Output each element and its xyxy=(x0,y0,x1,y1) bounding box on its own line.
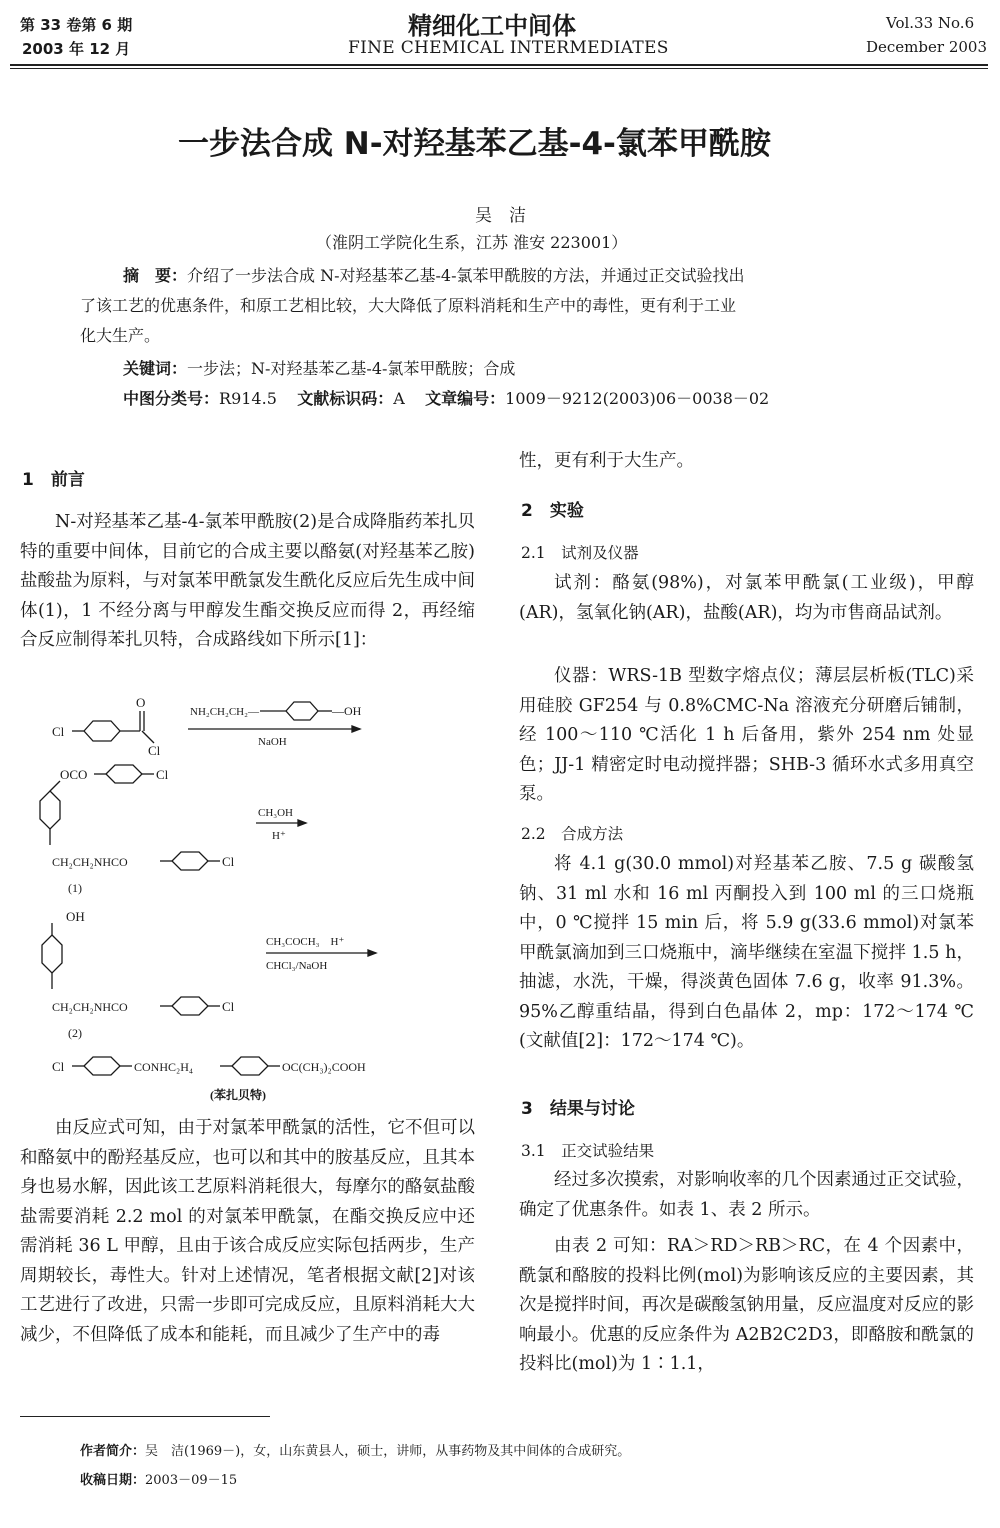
orthogonal-paragraph-1 xyxy=(519,1166,974,1225)
section-1-heading: 1 前言 xyxy=(22,470,85,490)
clc-value: R914.5 xyxy=(219,389,277,408)
footnote-date-label: 收稿日期： xyxy=(80,1473,146,1488)
keywords xyxy=(123,356,515,379)
orthogonal-paragraph-2 xyxy=(519,1232,974,1380)
orthogonal-text-1: 经过多次摸索，对影响收率的几个因素通过正交试验，确定了优惠条件。如表 1、表 2 所示。 xyxy=(519,1170,974,1220)
scheme-cl-1: Cl xyxy=(52,724,65,739)
clc-label: 中图分类号： xyxy=(123,389,220,408)
scheme-cond-naoh: NaOH xyxy=(258,736,287,748)
scheme-cond-methanol: CH₃OH xyxy=(258,807,294,819)
section-2-2-heading: 2.2 合成方法 xyxy=(521,825,624,843)
article-number-value: 1009－9212(2003)06－0038－02 xyxy=(505,389,770,408)
scheme-reagent-amine: NH₂CH₂CH₂— xyxy=(190,706,259,718)
reaction-scheme xyxy=(20,695,480,1115)
scheme-cl-4: Cl xyxy=(222,999,235,1014)
orthogonal-text-2: 由表 2 可知：RA＞RD＞RB＞RC，在 4 个因素中，酰氯和酪胺的投料比例(mol)为影响该反应的主要因素，其次是搅拌时间，再次是碳酸氢钠用量，反应温度对反应的影响最小。优惠的反应条件为 A2B2C2D3，即酪胺和酰氯的投料比(mol)为 1∶1.1， xyxy=(519,1236,974,1374)
section-2-heading: 2 实验 xyxy=(521,501,584,521)
section-3-heading: 3 结果与讨论 xyxy=(521,1099,635,1119)
scheme-cl-5: Cl xyxy=(52,1059,65,1074)
footnote-rule xyxy=(20,1416,270,1417)
classification-line xyxy=(123,386,769,409)
doc-code-label: 文献标识码： xyxy=(297,389,394,408)
intro-text: N-对羟基苯乙基-4-氯苯甲酰胺(2)是合成降脂药苯扎贝特的重要中间体，目前它的合成主要以酪氨(对羟基苯乙胺)盐酸盐为原料，与对氯苯甲酰氯发生酰化反应后先生成中间体(1)，1 不经分离与甲醇发生酯交换反应而得 2，再经缩合反应制得苯扎贝特，合成路线如下所示[1]： xyxy=(20,512,475,650)
scheme-cond-chcl3: CHCl₃/NaOH xyxy=(266,960,328,972)
abstract-line-2: 了该工艺的优惠条件，和原工艺相比较，大大降低了原料消耗和生产中的毒性，更有利于工业 xyxy=(80,296,737,315)
discussion-text: 由反应式可知，由于对氯苯甲酰氯的活性，它不但可以和酪氨中的酚羟基反应，也可以和其中的胺基反应，且其本身也易水解，因此该工艺原料消耗很大，每摩尔的酪氨盐酸盐需要消耗 2.2 mol 的对氯苯甲酰氯，在酯交换反应中还需消耗 36 L 甲醇，且由于该合成反应实际包括两步，生产周期较长，毒性大。针对上述情况，笔者根据文献[2]对该工艺进行了改进，只需一步即可完成反应，且原料消耗大大减少，不但降低了成本和能耗，而且减少了生产中的毒 xyxy=(20,1118,475,1345)
reagents-text: 试剂：酪氨(98%)，对氯苯甲酰氯(工业级)，甲醇(AR)，氢氧化钠(AR)，盐酸(AR)，均为市售商品试剂。 xyxy=(519,573,974,623)
discussion-paragraph xyxy=(20,1114,475,1350)
footnote-author-label: 作者简介： xyxy=(80,1444,146,1459)
article-title: 一步法合成 N-对羟基苯乙基-4-氯苯甲酰胺 xyxy=(178,126,771,162)
header-rule-thin xyxy=(10,68,988,69)
intro-paragraph xyxy=(20,508,475,656)
footnote-date-text: 2003－09－15 xyxy=(145,1473,238,1488)
continued-paragraph: 性，更有利于大生产。 xyxy=(519,451,694,471)
abstract-label: 摘 要： xyxy=(123,266,188,285)
reagents-paragraph xyxy=(519,569,974,628)
scheme-final-name: (苯扎贝特) xyxy=(210,1088,266,1102)
header-date: 2003 年 12 月 xyxy=(22,40,131,58)
scheme-final-amide: CONHC₂H₄ xyxy=(134,1060,194,1074)
author-name: 吴 洁 xyxy=(475,206,526,226)
keywords-text: 一步法；N-对羟基苯乙基-4-氯苯甲酰胺；合成 xyxy=(187,359,516,378)
section-2-1-heading: 2.1 试剂及仪器 xyxy=(521,544,639,562)
abstract-line-1 xyxy=(123,263,745,286)
scheme-cl-3: Cl xyxy=(222,854,235,869)
header-date-en: December 2003 xyxy=(866,38,987,56)
scheme-chain-1: CH₂CH₂NHCO xyxy=(52,855,128,869)
scheme-chain-2: CH₂CH₂NHCO xyxy=(52,1000,128,1014)
affiliation: （淮阴工学院化生系，江苏 淮安 223001） xyxy=(316,233,628,252)
scheme-cl-2: Cl xyxy=(156,767,169,782)
scheme-carbonyl-o: O xyxy=(136,695,146,710)
journal-title-cn: 精细化工中间体 xyxy=(408,12,576,40)
scheme-hydroxyl: OH xyxy=(66,909,85,924)
section-3-1-heading: 3.1 正交试验结果 xyxy=(521,1142,655,1160)
scheme-oco: OCO xyxy=(60,767,88,782)
doc-code-value: A xyxy=(393,389,405,408)
abstract-text-1: 介绍了一步法合成 N-对羟基苯乙基-4-氯苯甲酰胺的方法，并通过正交试验找出 xyxy=(187,266,745,285)
scheme-label-1: (1) xyxy=(68,881,82,895)
scheme-cond-acetone: CH₃COCH₃ H⁺ xyxy=(266,936,345,948)
header-volume: 第 33 卷第 6 期 xyxy=(20,16,133,34)
footnote-author xyxy=(80,1440,630,1459)
header-rule xyxy=(10,64,988,66)
synthesis-paragraph xyxy=(519,850,974,1057)
article-number-label: 文章编号： xyxy=(425,389,506,408)
footnote-received xyxy=(80,1469,237,1488)
journal-title-en: FINE CHEMICAL INTERMEDIATES xyxy=(348,38,669,58)
instruments-text: 仪器：WRS-1B 型数字熔点仪；薄层层析板(TLC)采用硅胶 GF254 与 0.8%CMC-Na 溶液充分研磨后铺制，经 100～110 ℃活化 1 h 后备用，紫外 254 nm 处显色；JJ-1 精密定时电动搅拌器；SHB-3 循环水式多用真空泵。 xyxy=(519,666,974,804)
instruments-paragraph xyxy=(519,662,974,810)
scheme-acyl-cl: Cl xyxy=(148,743,161,758)
synthesis-text: 将 4.1 g(30.0 mmol)对羟基苯乙胺、7.5 g 碳酸氢钠、31 ml 水和 16 ml 丙酮投入到 100 ml 的三口烧瓶中，0 ℃搅拌 15 min 后，将 5.9 g(33.6 mmol)对氯苯甲酰氯滴加到三口烧瓶中，滴毕继续在室温下搅拌 1.5 h，抽滤，水洗，干燥，得淡黄色固体 7.6 g，收率 91.3%。95%乙醇重结晶，得到白色晶体 2，mp：172～174 ℃(文献值[2]：172～174 ℃)。 xyxy=(519,854,974,1051)
footnote-author-text: 吴 洁(1969－)，女，山东黄县人，硕士，讲师，从事药物及其中间体的合成研究。 xyxy=(145,1444,631,1459)
header-volume-en: Vol.33 No.6 xyxy=(886,14,975,32)
scheme-reagent-oh: —OH xyxy=(332,704,362,718)
keywords-label: 关键词： xyxy=(123,359,188,378)
scheme-label-2: (2) xyxy=(68,1026,82,1040)
scheme-final-acid: OC(CH₃)₂COOH xyxy=(282,1060,366,1074)
abstract-line-3: 化大生产。 xyxy=(80,326,161,345)
scheme-cond-acid: H⁺ xyxy=(272,830,286,842)
